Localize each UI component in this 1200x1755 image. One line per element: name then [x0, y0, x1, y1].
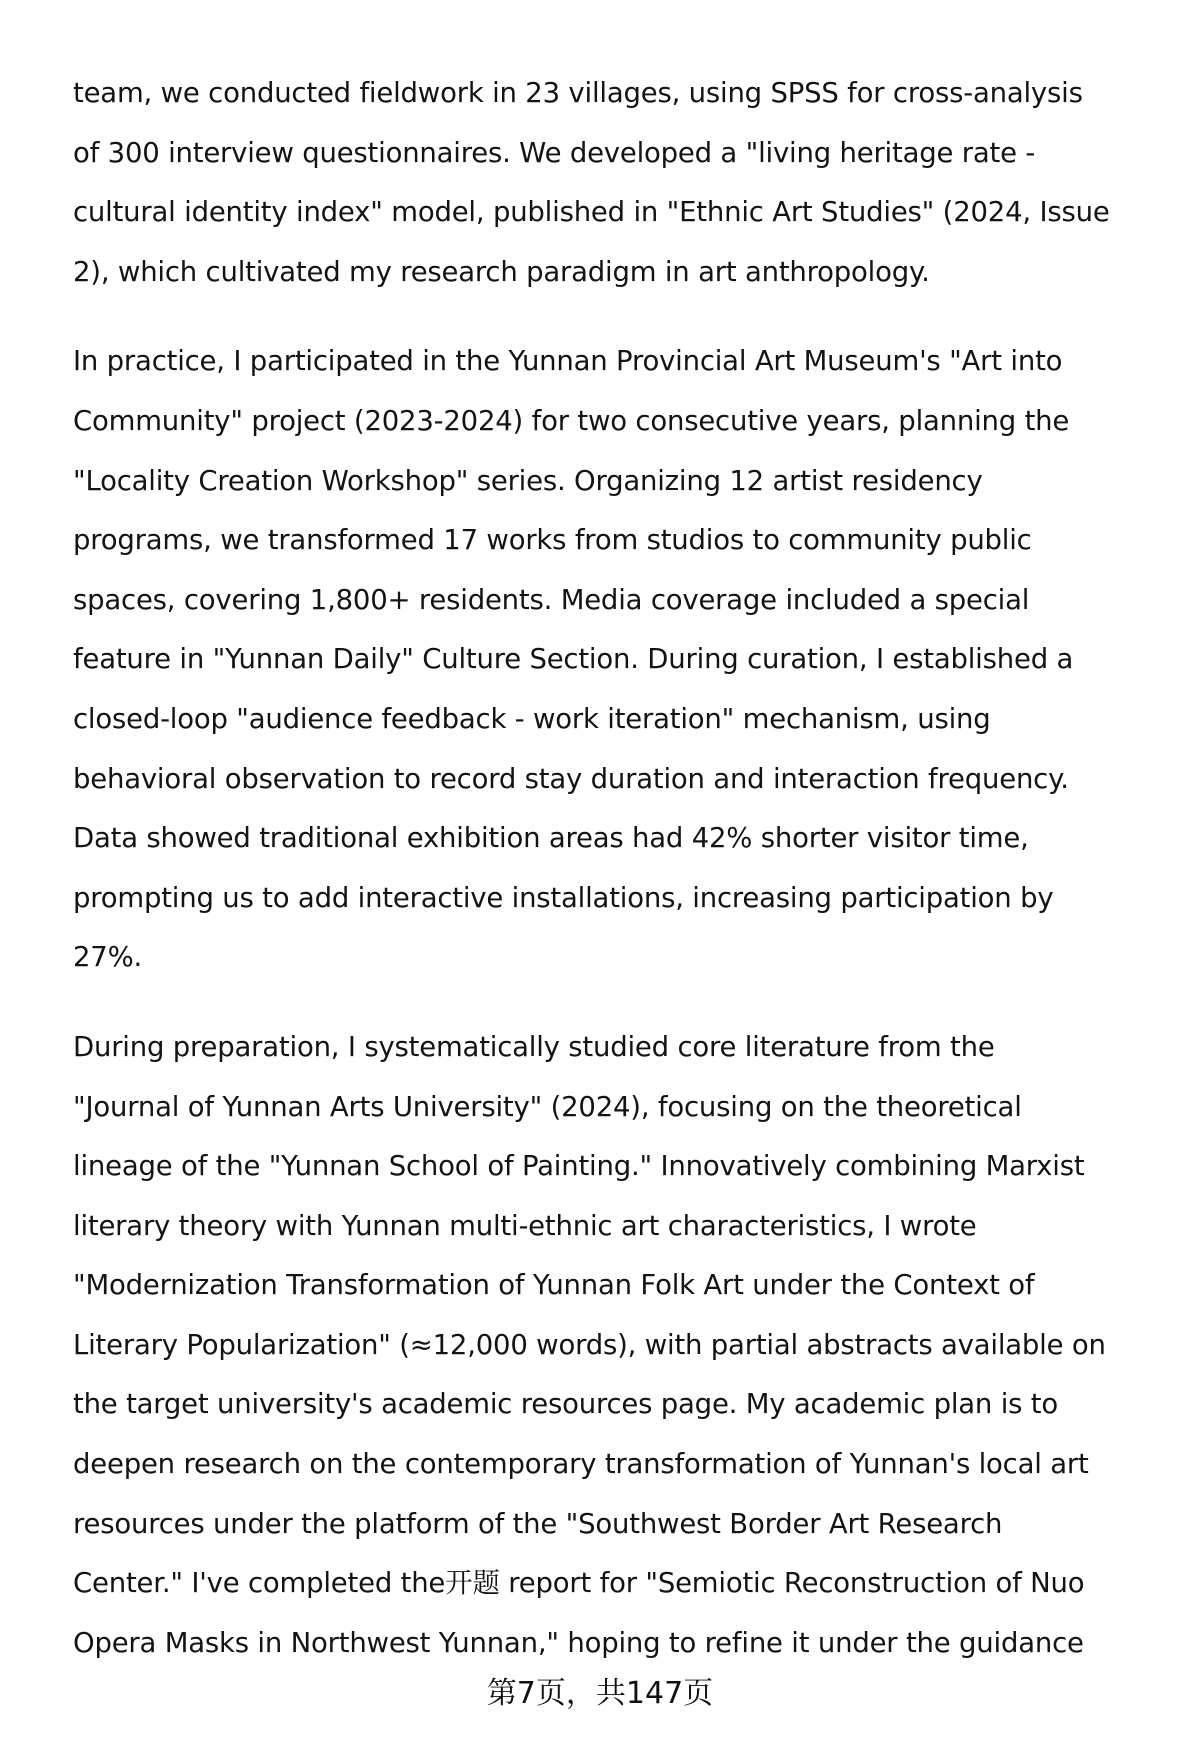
text-line: Opera Masks in Northwest Yunnan," hoping to refine it under the guidance [73, 1626, 1084, 1659]
text-line: deepen research on the contemporary transformation of Yunnan's local art [73, 1448, 1089, 1481]
paragraph [73, 64, 1173, 302]
text-line: During preparation, I systematically studied core literature from the [73, 1030, 995, 1063]
text-line: cultural identity index" model, published in "Ethnic Art Studies" (2024, Issue [73, 196, 1110, 229]
text-line: closed-loop "audience feedback - work iteration" mechanism, using [73, 702, 991, 735]
text-line: Community" project (2023-2024) for two consecutive years, planning the [73, 404, 1070, 437]
text-line: literary theory with Yunnan multi-ethnic art characteristics, I wrote [73, 1209, 977, 1242]
text-line: the target university's academic resources page. My academic plan is to [73, 1388, 1059, 1421]
text-line: In practice, I participated in the Yunnan Provincial Art Museum's "Art into [73, 345, 1063, 378]
text-line: "Modernization Transformation of Yunnan Folk Art under the Context of [73, 1269, 1035, 1302]
text-line: "Journal of Yunnan Arts University" (2024), focusing on the theoretical [73, 1090, 1022, 1123]
text-line: behavioral observation to record stay duration and interaction frequency. [73, 762, 1069, 795]
text-line: of 300 interview questionnaires. We developed a "living heritage rate - [73, 136, 1036, 169]
text-line: Data showed traditional exhibition areas had 42% shorter visitor time, [73, 822, 1029, 855]
text-line: spaces, covering 1,800+ residents. Media coverage included a special [73, 583, 1030, 616]
text-line: lineage of the "Yunnan School of Painting." Innovatively combining Marxist [73, 1150, 1085, 1183]
text-line: Literary Popularization" (≈12,000 words), with partial abstracts available on [73, 1328, 1106, 1361]
text-line: prompting us to add interactive installations, increasing participation by [73, 881, 1054, 914]
paragraph [73, 1018, 1173, 1674]
page-number: 第7页，共147页 [486, 1676, 714, 1711]
text-line: programs, we transformed 17 works from studios to community public [73, 524, 1032, 557]
text-line: team, we conducted fieldwork in 23 villages, using SPSS for cross-analysis [73, 77, 1083, 109]
text-line: feature in "Yunnan Daily" Culture Section. During curation, I established a [73, 643, 1074, 676]
text-line: Center." I've completed the开题 report for "Semiotic Reconstruction of Nuo [73, 1567, 1085, 1600]
text-line: 27%. [73, 941, 143, 974]
text-line: resources under the platform of the "Southwest Border Art Research [73, 1507, 1003, 1540]
document-body [73, 64, 1173, 1703]
text-line: 2), which cultivated my research paradigm in art anthropology. [73, 255, 930, 288]
paragraph [73, 332, 1173, 988]
text-line: "Locality Creation Workshop" series. Organizing 12 artist residency [73, 464, 983, 497]
